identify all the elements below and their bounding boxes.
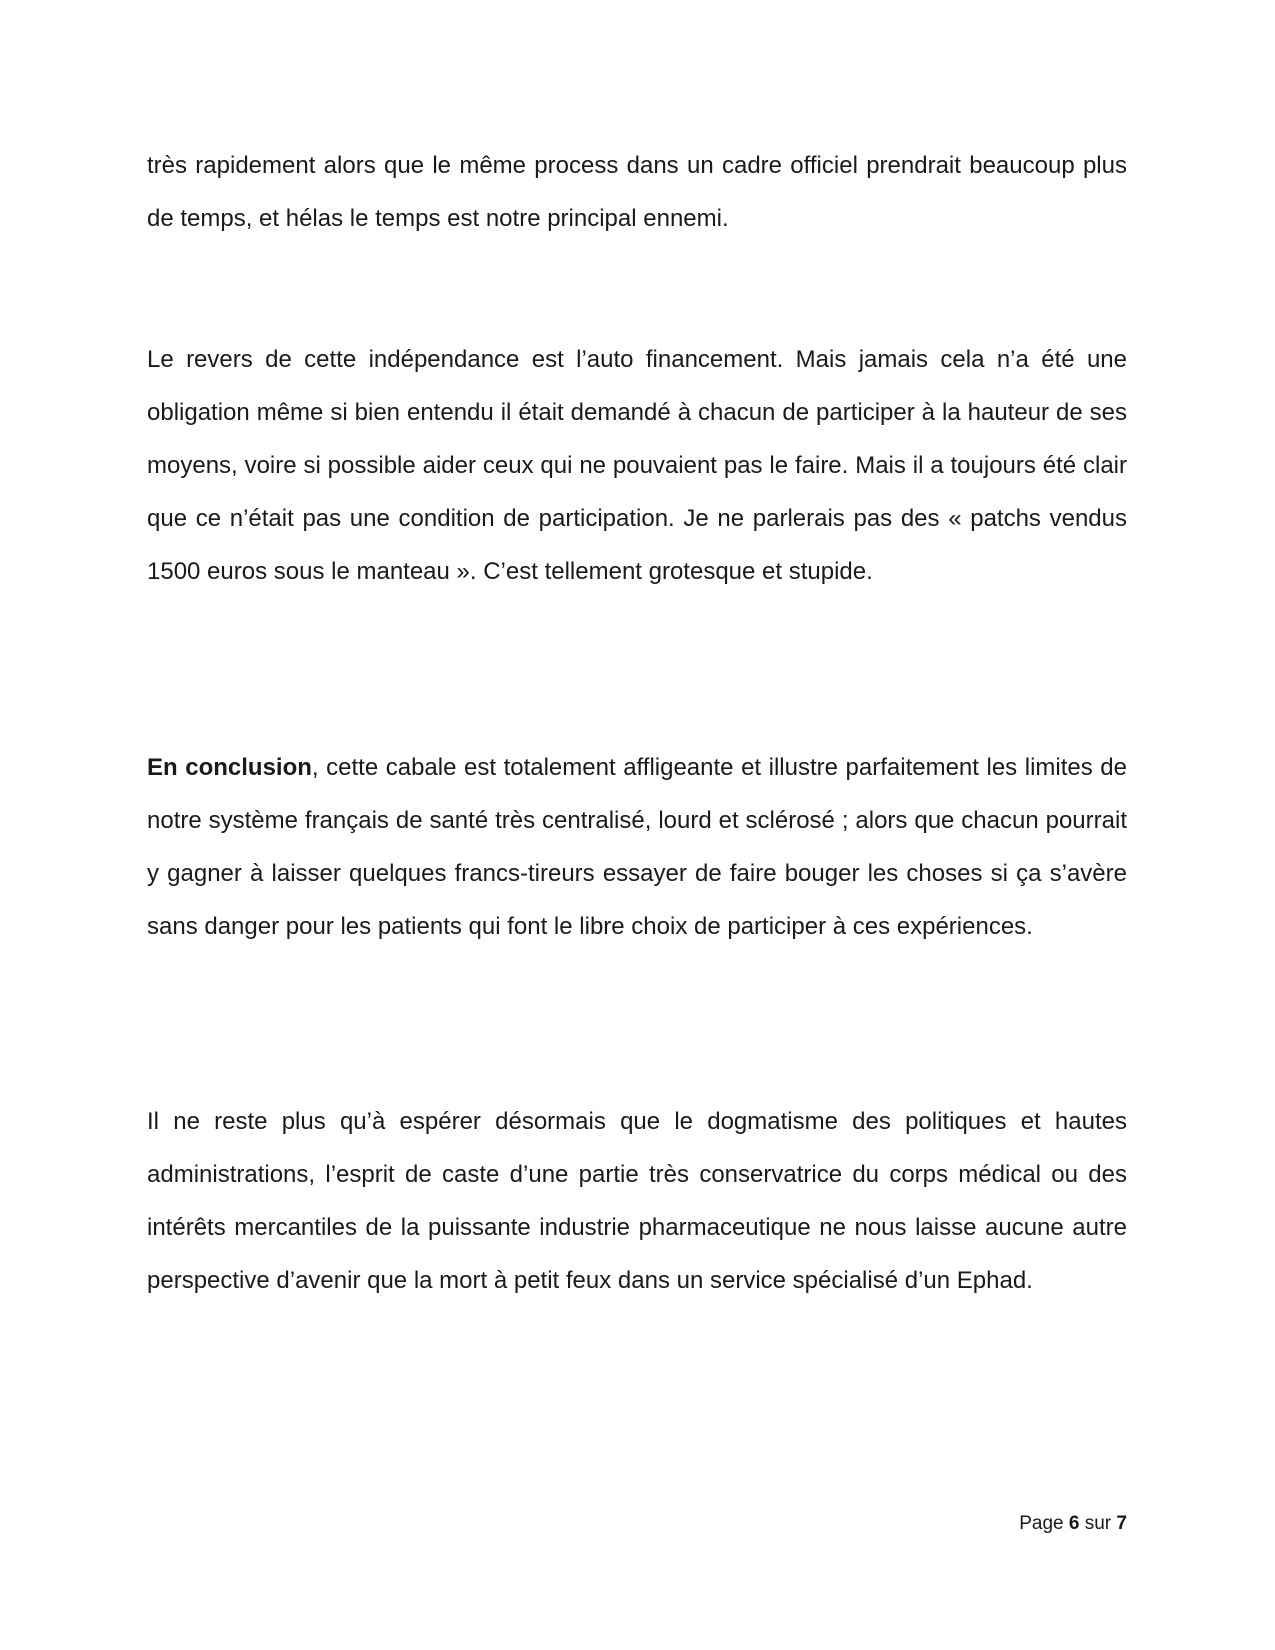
page-separator: sur [1084,1513,1112,1534]
conclusion-heading: En conclusion [147,754,312,781]
page-total: 7 [1116,1513,1127,1534]
paragraph-self-financing: Le revers de cette indépendance est l’auto financement. Mais jamais cela n’a été une obligation même si bien entendu il était demandé à chacun de participer à la hauteur de ses moyens, voire si possible aider ceux qui ne pouvaient pas le faire. Mais il a toujours été clair que ce n’était pas une condition de participation. Je ne parlerais pas des « patchs vendus 1500 euros sous le manteau ». C’est tellement grotesque et stupide. [147,346,1127,585]
paragraph-conclusion [147,741,1127,953]
paragraph-continuation: très rapidement alors que le même process dans un cadre officiel prendrait beaucoup plus de temps, et hélas le temps est notre principal ennemi. [147,152,1127,232]
page-number-footer [1019,1512,1127,1536]
page-label: Page [1019,1513,1064,1534]
paragraph-final: Il ne reste plus qu’à espérer désormais que le dogmatisme des politiques et hautes administrations, l’esprit de caste d’une partie très conservatrice du corps médical ou des intérêts mercantiles de la puissante industrie pharmaceutique ne nous laisse aucune autre perspective d’avenir que la mort à petit feux dans un service spécialisé d’un Ephad. [147,1108,1127,1294]
conclusion-text: , cette cabale est totalement affligeante et illustre parfaitement les limites de notre système français de santé très centralisé, lourd et sclérosé ; alors que chacun pourrait y gagner à laisser quelques francs-tireurs essayer de faire bouger les choses si ça s’avère sans danger pour les patients qui font le libre choix de participer à ces expériences. [147,754,1127,940]
page-current: 6 [1068,1513,1080,1534]
